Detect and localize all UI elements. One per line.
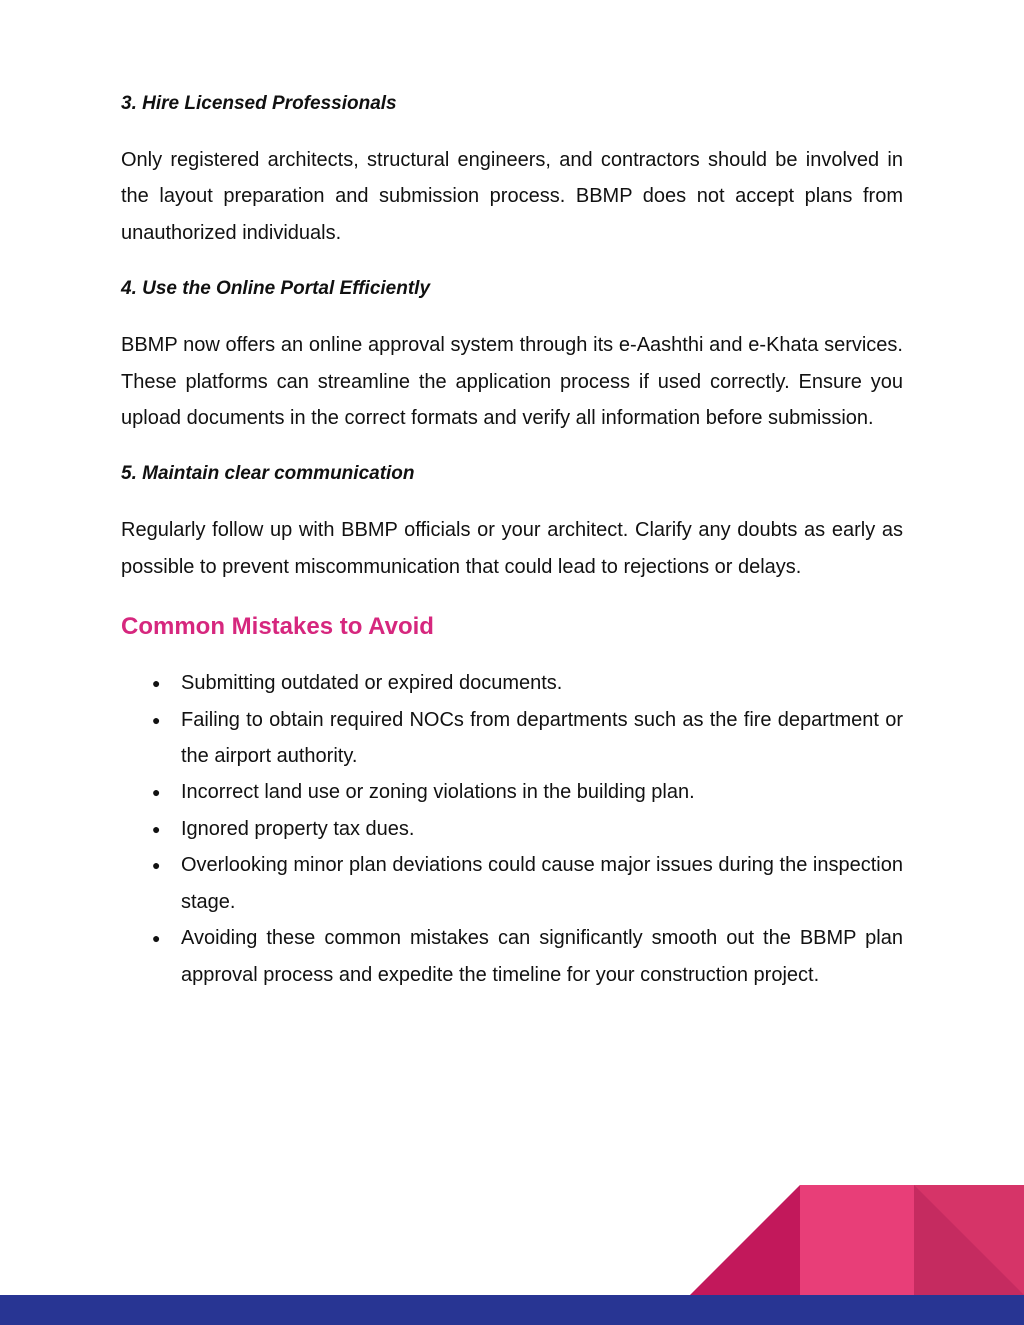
section-heading: 3. Hire Licensed Professionals [121,93,397,114]
corner-decoration [690,1185,1024,1295]
section-heading: 4. Use the Online Portal Efficiently [121,278,431,300]
bullet-icon: ● [152,930,161,947]
bullet-icon: ● [152,857,161,874]
corner-triangle-dark [690,1185,800,1295]
section-paragraph: BBMP now offers an online approval system through its e-Aashthi and e-Khata services. These platforms can streamline the application process if used correctly. Ensure you upload documents in the correct formats and verify all information before submission. [121,334,903,430]
list-item [121,665,903,701]
bullet-icon: ● [152,820,161,837]
section-online-portal [121,271,903,436]
bullet-icon: ● [152,675,161,692]
list-item [121,702,903,775]
list-item [121,920,903,993]
section-professionals [121,86,903,251]
common-mistakes-title: Common Mistakes to Avoid [121,613,434,641]
list-item-text: Submitting outdated or expired documents. [181,672,563,695]
document-body [121,86,903,993]
section-paragraph: Only registered architects, structural engineers, and contractors should be involved in the layout preparation and submission process. BBMP does not accept plans from unauthorized individuals. [121,149,903,244]
bullet-icon: ● [152,711,161,728]
list-item [121,811,903,847]
list-item-text: Ignored property tax dues. [181,817,415,840]
list-item-text: Incorrect land use or zoning violations in the building plan. [181,781,695,804]
section-paragraph: Regularly follow up with BBMP officials or your architect. Clarify any doubts as early as possible to prevent miscommunication that could lead to rejections or delays. [121,519,903,578]
corner-block-pink [800,1185,914,1295]
section-heading: 5. Maintain clear communication [121,463,415,485]
list-item-text: Avoiding these common mistakes can significantly smooth out the BBMP plan approval process and expedite the timeline for your construction project. [181,927,903,986]
list-item [121,774,903,810]
section-communication [121,456,903,585]
list-item [121,847,903,920]
list-item-text: Overlooking minor plan deviations could cause major issues during the inspection stage. [181,854,903,913]
list-item-text: Failing to obtain required NOCs from departments such as the fire department or the airport authority. [181,708,903,768]
mistakes-list [121,665,903,993]
bullet-icon: ● [152,784,161,801]
footer-bar [0,1295,1024,1325]
